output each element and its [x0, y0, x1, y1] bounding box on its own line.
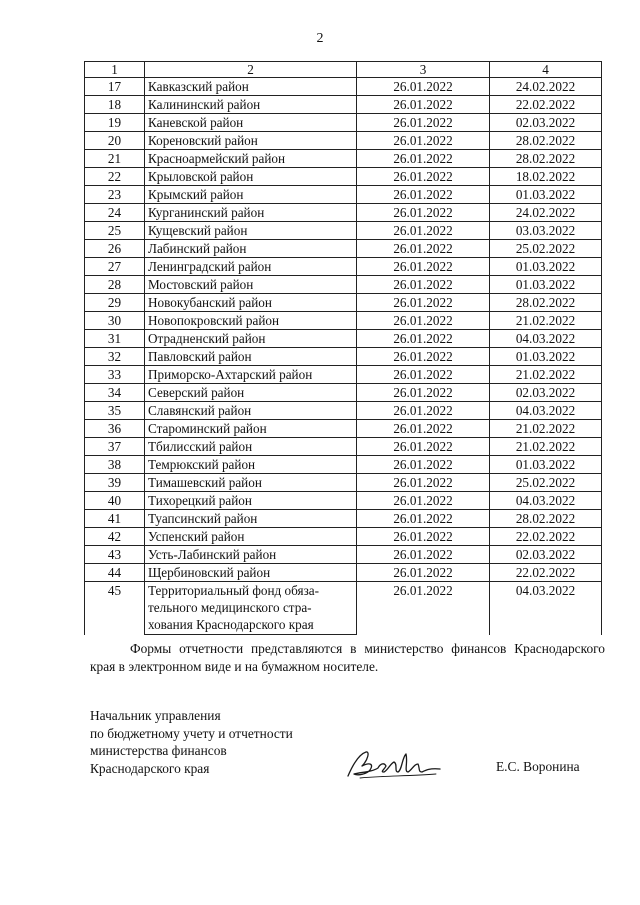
row-number-cell: 38 — [85, 456, 145, 474]
table-row — [85, 168, 602, 186]
table-row — [85, 474, 602, 492]
date-col3-cell: 26.01.2022 — [357, 402, 490, 420]
date-col4-cell: 25.02.2022 — [490, 474, 602, 492]
date-col3-cell: 26.01.2022 — [357, 438, 490, 456]
row-number-cell: 30 — [85, 312, 145, 330]
district-name-cell: Ленинградский район — [145, 258, 357, 276]
row-number-cell: 27 — [85, 258, 145, 276]
table-row — [85, 438, 602, 456]
row-number-cell: 17 — [85, 78, 145, 96]
district-name-line: Территориальный фонд обяза- — [148, 583, 320, 598]
row-number-cell: 18 — [85, 96, 145, 114]
district-name-cell: Успенский район — [145, 528, 357, 546]
date-col3-cell: 26.01.2022 — [357, 78, 490, 96]
date-col4-cell: 04.03.2022 — [490, 492, 602, 510]
date-col3-cell: 26.01.2022 — [357, 258, 490, 276]
district-name-cell: Кавказский район — [145, 78, 357, 96]
date-col4-cell: 02.03.2022 — [490, 114, 602, 132]
district-name-cell: Щербиновский район — [145, 564, 357, 582]
date-col4-cell: 24.02.2022 — [490, 78, 602, 96]
table-row — [85, 78, 602, 96]
table-row — [85, 132, 602, 150]
row-number-cell: 45 — [85, 582, 145, 635]
row-number-cell: 24 — [85, 204, 145, 222]
date-col4-cell: 21.02.2022 — [490, 366, 602, 384]
row-number-cell: 42 — [85, 528, 145, 546]
date-col4-cell: 01.03.2022 — [490, 258, 602, 276]
date-col4-cell: 02.03.2022 — [490, 546, 602, 564]
header-cell: 3 — [357, 62, 490, 78]
date-col3-cell: 26.01.2022 — [357, 384, 490, 402]
date-col4-cell: 01.03.2022 — [490, 348, 602, 366]
district-name-cell: Староминский район — [145, 420, 357, 438]
district-name-cell: Усть-Лабинский район — [145, 546, 357, 564]
date-col4-cell: 28.02.2022 — [490, 150, 602, 168]
date-col3-cell: 26.01.2022 — [357, 474, 490, 492]
date-col3-cell: 26.01.2022 — [357, 240, 490, 258]
row-number-cell: 36 — [85, 420, 145, 438]
date-col3-cell: 26.01.2022 — [357, 546, 490, 564]
date-col3-cell: 26.01.2022 — [357, 456, 490, 474]
handwritten-signature — [340, 742, 450, 786]
date-col3-cell: 26.01.2022 — [357, 132, 490, 150]
district-name-cell — [145, 582, 357, 635]
district-name-cell: Павловский район — [145, 348, 357, 366]
table-row — [85, 276, 602, 294]
page-number: 2 — [316, 31, 324, 46]
row-number-cell: 23 — [85, 186, 145, 204]
table-row — [85, 384, 602, 402]
row-number-cell: 43 — [85, 546, 145, 564]
table-row — [85, 456, 602, 474]
date-col3-cell: 26.01.2022 — [357, 582, 490, 635]
district-name-cell: Новопокровский район — [145, 312, 357, 330]
row-number-cell: 32 — [85, 348, 145, 366]
table-row — [85, 564, 602, 582]
district-name-cell: Новокубанский район — [145, 294, 357, 312]
signatory-name: Е.С. Воронина — [496, 759, 580, 774]
districts-table — [84, 61, 602, 635]
table-row — [85, 258, 602, 276]
note-paragraph: Формы отчетности представляются в министерство финансов Краснодарского края в электронном виде и на бумажном носителе. — [90, 641, 605, 674]
district-name-cell: Кореновский район — [145, 132, 357, 150]
district-name-cell: Тихорецкий район — [145, 492, 357, 510]
header-cell: 2 — [145, 62, 357, 78]
table-row — [85, 150, 602, 168]
date-col4-cell: 28.02.2022 — [490, 294, 602, 312]
date-col3-cell: 26.01.2022 — [357, 348, 490, 366]
date-col3-cell: 26.01.2022 — [357, 330, 490, 348]
date-col4-cell: 21.02.2022 — [490, 420, 602, 438]
date-col3-cell: 26.01.2022 — [357, 276, 490, 294]
date-col3-cell: 26.01.2022 — [357, 420, 490, 438]
date-col3-cell: 26.01.2022 — [357, 294, 490, 312]
table-row — [85, 528, 602, 546]
table-row — [85, 204, 602, 222]
table-row — [85, 240, 602, 258]
date-col4-cell: 04.03.2022 — [490, 582, 602, 635]
signatory-title — [90, 707, 293, 777]
date-col4-cell: 28.02.2022 — [490, 132, 602, 150]
row-number-cell: 19 — [85, 114, 145, 132]
district-name-cell: Тбилисский район — [145, 438, 357, 456]
district-name-cell: Приморско-Ахтарский район — [145, 366, 357, 384]
date-col4-cell: 03.03.2022 — [490, 222, 602, 240]
date-col4-cell: 24.02.2022 — [490, 204, 602, 222]
district-name-cell: Курганинский район — [145, 204, 357, 222]
district-name-cell: Мостовский район — [145, 276, 357, 294]
district-name-cell: Отрадненский район — [145, 330, 357, 348]
date-col4-cell: 22.02.2022 — [490, 96, 602, 114]
row-number-cell: 34 — [85, 384, 145, 402]
date-col4-cell: 25.02.2022 — [490, 240, 602, 258]
table-header-row — [85, 62, 602, 78]
date-col3-cell: 26.01.2022 — [357, 150, 490, 168]
row-number-cell: 33 — [85, 366, 145, 384]
district-name-cell: Тимашевский район — [145, 474, 357, 492]
date-col3-cell: 26.01.2022 — [357, 96, 490, 114]
date-col3-cell: 26.01.2022 — [357, 312, 490, 330]
date-col3-cell: 26.01.2022 — [357, 366, 490, 384]
date-col4-cell: 01.03.2022 — [490, 276, 602, 294]
row-number-cell: 26 — [85, 240, 145, 258]
table-row — [85, 96, 602, 114]
header-cell: 1 — [85, 62, 145, 78]
date-col3-cell: 26.01.2022 — [357, 510, 490, 528]
row-number-cell: 44 — [85, 564, 145, 582]
signatory-title-line: Краснодарского края — [90, 760, 210, 776]
district-name-cell: Красноармейский район — [145, 150, 357, 168]
district-name-cell: Туапсинский район — [145, 510, 357, 528]
table-row — [85, 186, 602, 204]
district-name-cell: Северский район — [145, 384, 357, 402]
signatory-title-line: Начальник управления — [90, 708, 221, 723]
date-col4-cell: 22.02.2022 — [490, 528, 602, 546]
table-row — [85, 294, 602, 312]
date-col3-cell: 26.01.2022 — [357, 528, 490, 546]
table-row — [85, 348, 602, 366]
district-name-cell: Каневской район — [145, 114, 357, 132]
date-col4-cell: 21.02.2022 — [490, 312, 602, 330]
row-number-cell: 28 — [85, 276, 145, 294]
row-number-cell: 21 — [85, 150, 145, 168]
district-name-line: тельного медицинского стра- — [148, 600, 312, 615]
table-row — [85, 114, 602, 132]
row-number-cell: 22 — [85, 168, 145, 186]
district-name-cell: Крыловской район — [145, 168, 357, 186]
district-name-line: хования Краснодарского края — [148, 617, 314, 632]
row-number-cell: 41 — [85, 510, 145, 528]
row-number-cell: 35 — [85, 402, 145, 420]
district-name-cell: Крымский район — [145, 186, 357, 204]
date-col3-cell: 26.01.2022 — [357, 168, 490, 186]
row-number-cell: 31 — [85, 330, 145, 348]
district-name-cell: Лабинский район — [145, 240, 357, 258]
table-row — [85, 510, 602, 528]
row-number-cell: 25 — [85, 222, 145, 240]
date-col3-cell: 26.01.2022 — [357, 564, 490, 582]
table-row — [85, 582, 602, 635]
row-number-cell: 20 — [85, 132, 145, 150]
district-name-cell: Славянский район — [145, 402, 357, 420]
date-col4-cell: 18.02.2022 — [490, 168, 602, 186]
date-col3-cell: 26.01.2022 — [357, 114, 490, 132]
table-row — [85, 312, 602, 330]
date-col4-cell: 28.02.2022 — [490, 510, 602, 528]
district-name-cell: Темрюкский район — [145, 456, 357, 474]
table-row — [85, 222, 602, 240]
row-number-cell: 40 — [85, 492, 145, 510]
district-name-cell: Кущевский район — [145, 222, 357, 240]
signatory-title-line: министерства финансов — [90, 743, 227, 758]
date-col4-cell: 04.03.2022 — [490, 402, 602, 420]
date-col4-cell: 22.02.2022 — [490, 564, 602, 582]
row-number-cell: 29 — [85, 294, 145, 312]
date-col3-cell: 26.01.2022 — [357, 204, 490, 222]
table-row — [85, 366, 602, 384]
date-col3-cell: 26.01.2022 — [357, 222, 490, 240]
date-col4-cell: 01.03.2022 — [490, 186, 602, 204]
date-col3-cell: 26.01.2022 — [357, 186, 490, 204]
table-row — [85, 420, 602, 438]
table-row — [85, 492, 602, 510]
date-col4-cell: 02.03.2022 — [490, 384, 602, 402]
date-col3-cell: 26.01.2022 — [357, 492, 490, 510]
table-row — [85, 330, 602, 348]
table-row — [85, 546, 602, 564]
date-col4-cell: 01.03.2022 — [490, 456, 602, 474]
signatory-title-line: по бюджетному учету и отчетности — [90, 725, 293, 741]
header-cell: 4 — [490, 62, 602, 78]
table-row — [85, 402, 602, 420]
row-number-cell: 37 — [85, 438, 145, 456]
district-name-cell: Калининский район — [145, 96, 357, 114]
row-number-cell: 39 — [85, 474, 145, 492]
date-col4-cell: 04.03.2022 — [490, 330, 602, 348]
date-col4-cell: 21.02.2022 — [490, 438, 602, 456]
